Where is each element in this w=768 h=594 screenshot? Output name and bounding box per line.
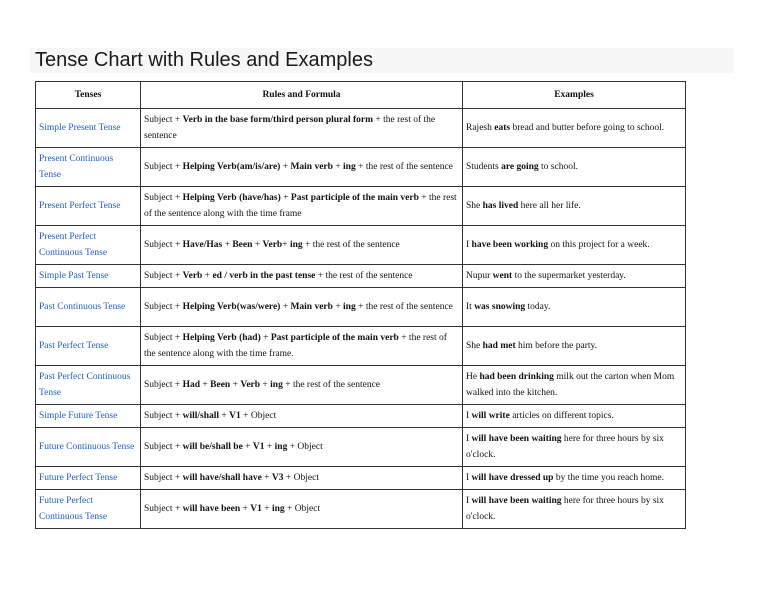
text-segment: Subject + — [144, 302, 183, 312]
text-segment: Rajesh — [466, 123, 495, 133]
text-segment: + the rest of the sentence — [302, 240, 400, 250]
text-segment: I — [466, 434, 472, 444]
text-segment: Students — [466, 162, 502, 172]
text-segment: I — [466, 411, 472, 421]
bold-text: ing — [289, 240, 303, 250]
rule-cell — [141, 490, 463, 529]
header-examples: Examples — [463, 82, 686, 109]
text-segment: + — [240, 504, 251, 514]
example-cell — [463, 490, 686, 529]
rule-cell — [141, 187, 463, 226]
text-segment: Subject + — [144, 162, 183, 172]
text-segment: + — [280, 162, 291, 172]
page-title: Tense Chart with Rules and Examples — [35, 49, 373, 71]
table-row — [36, 490, 686, 529]
rule-cell — [141, 467, 463, 490]
bold-text: Have/Has — [182, 240, 223, 250]
tense-name-cell[interactable]: Future Perfect Tense — [36, 467, 141, 490]
example-cell — [463, 467, 686, 490]
text-segment: + — [260, 333, 271, 343]
text-segment: She — [466, 201, 483, 211]
bold-text: Main verb — [290, 162, 333, 172]
text-segment: Subject + — [144, 442, 183, 452]
example-cell — [463, 226, 686, 265]
table-row — [36, 148, 686, 187]
bold-text: V1 — [250, 504, 262, 514]
tense-name-cell[interactable]: Present Perfect Continuous Tense — [36, 226, 141, 265]
bold-text: was snowing — [474, 302, 526, 312]
text-segment: She — [466, 341, 483, 351]
bold-text: ing — [274, 442, 288, 452]
rule-cell — [141, 226, 463, 265]
text-segment: + — [202, 271, 213, 281]
text-segment: by the time you reach home. — [553, 473, 665, 483]
table-row — [36, 405, 686, 428]
text-segment: + — [282, 240, 290, 250]
text-segment: + — [200, 380, 211, 390]
bold-text: Past participle of the main verb — [270, 333, 399, 343]
text-segment: today. — [525, 302, 551, 312]
tense-name-cell[interactable]: Simple Future Tense — [36, 405, 141, 428]
bold-text: have been working — [471, 240, 549, 250]
rule-cell — [141, 405, 463, 428]
header-rules: Rules and Formula — [141, 82, 463, 109]
text-segment: Subject + — [144, 473, 183, 483]
tense-name-cell[interactable]: Past Perfect Tense — [36, 327, 141, 366]
text-segment: I — [466, 473, 472, 483]
bold-text: will have been waiting — [471, 496, 562, 506]
text-segment: + — [332, 302, 344, 312]
example-cell — [463, 148, 686, 187]
text-segment: I — [466, 240, 472, 250]
table-row — [36, 428, 686, 467]
bold-text: will have been waiting — [471, 434, 562, 444]
text-segment: articles on different topics. — [509, 411, 614, 421]
table-row — [36, 109, 686, 148]
table-row — [36, 467, 686, 490]
table-row — [36, 187, 686, 226]
text-segment: + the rest of the sentence — [315, 271, 413, 281]
bold-text: ed / verb in the past tense — [212, 271, 316, 281]
tense-name-cell[interactable]: Past Perfect Continuous Tense — [36, 366, 141, 405]
bold-text: V3 — [271, 473, 284, 483]
bold-text: Verb in the base form/third person plural form — [182, 115, 374, 125]
tense-table-body — [36, 109, 686, 529]
table-row — [36, 288, 686, 327]
text-segment: + Object — [283, 473, 319, 483]
bold-text: V1 — [229, 411, 241, 421]
text-segment: + — [260, 380, 271, 390]
text-segment: Subject + — [144, 411, 183, 421]
text-segment: Subject + — [144, 193, 183, 203]
table-header-row — [36, 82, 686, 109]
text-segment: + the rest of the sentence — [355, 162, 453, 172]
rule-cell — [141, 366, 463, 405]
bold-text: had been drinking — [479, 372, 554, 382]
text-segment: + — [242, 442, 253, 452]
bold-text: eats — [494, 123, 511, 133]
bold-text: has lived — [482, 201, 519, 211]
text-segment: Subject + — [144, 380, 183, 390]
bold-text: Verb — [182, 271, 203, 281]
text-segment: + — [332, 162, 344, 172]
example-cell — [463, 109, 686, 148]
text-segment: + Object — [287, 442, 323, 452]
bold-text: Been — [232, 240, 253, 250]
rule-cell — [141, 109, 463, 148]
text-segment: + — [280, 302, 291, 312]
rule-cell — [141, 428, 463, 467]
text-segment: Subject + — [144, 115, 183, 125]
example-cell — [463, 366, 686, 405]
text-segment: here all her life. — [518, 201, 581, 211]
text-segment: + — [219, 411, 230, 421]
bold-text: V1 — [252, 442, 265, 452]
rule-cell — [141, 288, 463, 327]
bold-text: Verb — [262, 240, 283, 250]
rule-cell — [141, 327, 463, 366]
table-row — [36, 265, 686, 288]
example-cell — [463, 327, 686, 366]
rule-cell — [141, 148, 463, 187]
tense-name-cell[interactable]: Simple Past Tense — [36, 265, 141, 288]
bold-text: Had — [182, 380, 201, 390]
text-segment: + the rest of the sentence — [144, 115, 436, 141]
tense-name-cell[interactable]: Present Continuous Tense — [36, 148, 141, 187]
table-row — [36, 327, 686, 366]
text-segment: + — [230, 380, 241, 390]
bold-text: Helping Verb (have/has) — [182, 193, 281, 203]
bold-text: Past participle of the main verb — [290, 193, 419, 203]
text-segment: to school. — [538, 162, 578, 172]
bold-text: had met — [482, 341, 516, 351]
table-row — [36, 366, 686, 405]
text-segment: + — [280, 193, 291, 203]
example-cell — [463, 288, 686, 327]
tense-name-cell[interactable]: Simple Present Tense — [36, 109, 141, 148]
bold-text: Verb — [240, 380, 261, 390]
text-segment: + — [261, 473, 272, 483]
text-segment: to the supermarket yesterday. — [512, 271, 626, 281]
bold-text: Helping Verb(was/were) — [182, 302, 281, 312]
table-row — [36, 226, 686, 265]
rule-cell — [141, 265, 463, 288]
text-segment: + — [261, 504, 272, 514]
bold-text: Helping Verb (had) — [182, 333, 261, 343]
text-segment: + — [222, 240, 233, 250]
bold-text: Been — [210, 380, 231, 390]
text-segment: here for three hours by six o'clock. — [466, 496, 664, 522]
bold-text: will have/shall have — [182, 473, 262, 483]
text-segment: It — [466, 302, 475, 312]
tense-name-cell[interactable]: Past Continuous Tense — [36, 288, 141, 327]
bold-text: ing — [343, 302, 356, 312]
text-segment: + the rest of the sentence along with the time frame — [144, 193, 457, 219]
text-segment: + — [252, 240, 263, 250]
tense-table — [35, 81, 686, 529]
bold-text: went — [492, 271, 513, 281]
bold-text: ing — [343, 162, 356, 172]
text-segment: + the rest of the sentence — [355, 302, 453, 312]
text-segment: I — [466, 496, 472, 506]
tense-name-cell[interactable]: Present Perfect Tense — [36, 187, 141, 226]
example-cell — [463, 428, 686, 467]
text-segment: He — [466, 372, 480, 382]
text-segment: + — [264, 442, 275, 452]
bold-text: ing — [270, 380, 283, 390]
text-segment: Subject + — [144, 504, 183, 514]
bold-text: ing — [271, 504, 285, 514]
text-segment: him before the party. — [515, 341, 598, 351]
text-segment: + the rest of the sentence along with the time frame. — [144, 333, 447, 359]
tense-name-cell[interactable]: Future Continuous Tense — [36, 428, 141, 467]
text-segment: bread and butter before going to school. — [510, 123, 665, 133]
text-segment: + Object — [284, 504, 321, 514]
bold-text: will be/shall be — [182, 442, 243, 452]
bold-text: will/shall — [182, 411, 220, 421]
bold-text: will have been — [182, 504, 241, 514]
text-segment: on this project for a week. — [548, 240, 650, 250]
bold-text: Helping Verb(am/is/are) — [182, 162, 281, 172]
text-segment: milk out the carton when Mom walked into the kitchen. — [466, 372, 675, 398]
text-segment: Subject + — [144, 333, 183, 343]
header-tenses: Tenses — [36, 82, 141, 109]
bold-text: Main verb — [290, 302, 333, 312]
text-segment: Subject + — [144, 240, 183, 250]
text-segment: here for three hours by six o'clock. — [466, 434, 664, 460]
bold-text: are going — [501, 162, 539, 172]
tense-name-cell[interactable]: Future Perfect Continuous Tense — [36, 490, 141, 529]
bold-text: will write — [471, 411, 510, 421]
text-segment: Subject + — [144, 271, 183, 281]
text-segment: Nupur — [466, 271, 493, 281]
text-segment: + the rest of the sentence — [282, 380, 380, 390]
text-segment: + Object — [240, 411, 277, 421]
example-cell — [463, 187, 686, 226]
bold-text: will have dressed up — [471, 473, 554, 483]
example-cell — [463, 265, 686, 288]
example-cell — [463, 405, 686, 428]
